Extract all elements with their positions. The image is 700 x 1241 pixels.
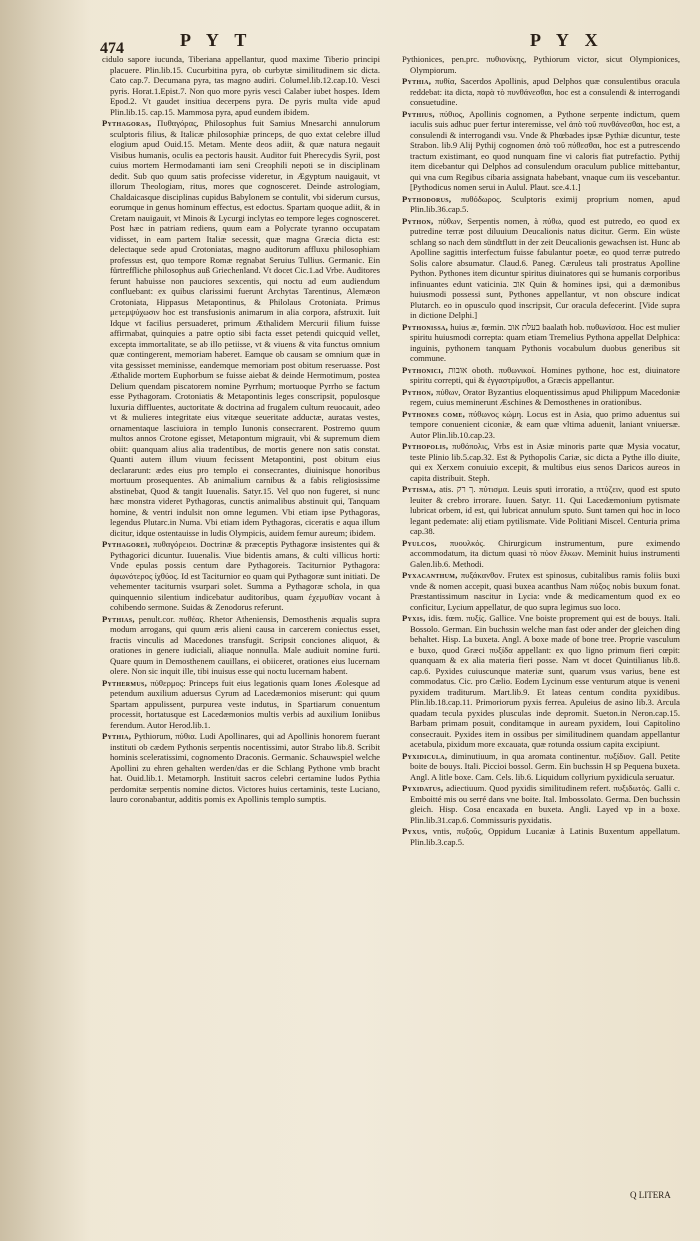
dictionary-entry [402, 322, 680, 364]
entry-text: πυξάκανθον. Frutex est spinosus, cubitalibus ramis foliis buxi vnde & nomen accepit, quasi buxea acanthus Nam πύξος nobis buxum fonat. Præstantissimum nascitur in Lycia: vnde & medicamentum quod ex eo conficitur, Lycium appellatur, de quo supra legimus suo loco. [410, 570, 680, 612]
entry-text: penult.cor. πυθέας. Rhetor Atheniensis, Demosthenis æqualis supra modum arrogans, qui quum æris alieni causa in carcerem coniectus esset, fractis vinculis ad Macedones transfugit. Scripsit conciones aliquot, & orationes in genere iudiciali, aliaque nonnulla. Male audiuit nomine furti. Quare quum in Demosthenem cauillans, ei obiiceret, orationes eius lucernam olere. Non sic inquit ille, tibi inuisus esse qui noctu lucernam habent. [110, 613, 380, 676]
entry-text: Πυθαγόρας, Philosophus fuit Samius Mnesarchi annulorum sculptoris filius, & Italicæ philosophiæ princeps, de quo extat celebre illud elogium apud Ouid.15. Metam. Mente deos adiit, & quæ natura negauit Visibus humanis, oculis ea pectoris hausit. Auditor fuit Pherecydis Syrii, post cuius mortem Hermodamanti iam seni Creophili nepoti se in disciplinam dedit. Sub quo quum satis profecisse videretur, in Ægyptum nauigauit, vt illorum Theologiam, ritus, mores que cognosceret. Deinde astrologiam, Chaldaicasque disciplinas cupidus Babylonem se contulit, vbi siderum cursus, eorumque in genus hominum effectus, est edoctus. Spartam quoque adiit, & in Cretam nauigauit, vt Minois & Lycurgi inclytas eo tempore leges cognosceret. Post hæc in patriam rediens, quum eam a Polycrate tyranno occupatam vidisset, in eam partem Italiæ secessit, quæ magna Græcia dicta est: delectaque sede apud Crotoniatas, magno auditorum affluxu philosophiam professus est, quo tempore Romæ regnabat Seruius Tullius. Germanic. Ein fürtreffliche philosophus auß Griechenland. Vt docet Cic.1.ad Vrbe. Auditores ferunt habuisse non pauciores sexcentis, qui noctu ad eum audiendum confluebant: ex quibus clarissimi fuerunt Archytas Tarentinus, Alemæon Crotoniata, Hippasus Metapontinus, & Philolaus Crotoniata. Primus μετεμψύχωσιν hoc est transfusionis animarum in alia corpora, afstruxit. Iuit Idque vt facilius persuaderet, primum Æthalidem Mercurii filium fuisse affirmabat, quinquies a patre optio sibi facta esset petendi quicquid vellet, excepta immortalitate, se ab illo petiisse, vt & viuens & vita functus omnium quæ contingerent, memoriam haberet. Eamque ob causam se omnium quæ in vita gessisset meminisse, eandemque memoriam post obitum reseruasse. Post Æthalide mortem Euphorbum se fuisse aiebat & deinde Hermotimum, postea Delium quendam piscatorem nomine Pyrrhum; mortuoque Pyrrho se factum esse Pythagoram. Crotoniatis & Metapontinis leges conscripsit, populosque luxuria diffluentes, auctoritate & doctrina ad frugalem cultum reuocauit, adeo vt & mulieres integritate eius vitæque seueritate adductæ, auratas vestes, ornamentaque lasciuiora in templo Iunonis consecrarent. Postremo quum multos annos Crotone egisset, Metapontum migrauit, vbi & supremum diem obiit: quanquam alius alia tradentibus, de mortis genere non satis constat. Quanti autem illum viuum fecissent Metapontini, post obitum eius declararunt: ædes eius pro templo ei consecrantes, diuinisque honoribus mortuum prosequentes. Ab animalium carnibus & a fabis religiosissime abstinebat, Quod & tangit Iuuenalis. Satyr.15. Vel quo non fugeret, si nunc hæc monstra videret Pythagoras, cunctis animalibus abstinuit qui, Tanquam homine, & ventri indulsit non omne legumen. Vbi etiam ipse Pythagoras, legendus Plutarc.in Numa. Vbi etiam idem Pythagoras, ciceratis e aqua illum dicitur, idque ostentauisse in ludis Olympicis, auidem femur aureum; ibidem. [110, 118, 380, 538]
entry-headword: Pythagoreï, [102, 539, 151, 549]
dictionary-entry [402, 783, 680, 825]
entry-text: πύθερμος: Princeps fuit eius legationis quam Iones Æolesque ad petendum auxilium aduersus Cyrum ad Lacedæmonios miserunt: qui quum Spartam appulissent, purpurea veste indutus, in Spartiarum conuentum processit, hortatusque est Lacedæmonios multis verbis ad auxilium Ioniibus ferendum. Autor Herod.lib.1. [110, 677, 380, 730]
entry-headword: Pyulcos, [402, 537, 437, 548]
entry-headword: Pythius, [402, 108, 435, 119]
entry-text: πύθωνος κώμη. Locus est in Asia, quo primo aduentus sui tempore conuenient ciconiæ, & eam quæ vltima aduenit, laniant vniuersæ. Autor Plin.lib.10.cap.23. [410, 408, 680, 440]
entry-text: πυθόδωρος. Sculptoris eximij proprium nomen, apud Plin.lib.36.cap.5. [410, 193, 680, 214]
dictionary-entry [402, 613, 680, 750]
entry-headword: Pythopolis, [402, 441, 449, 451]
left-column [102, 54, 380, 1164]
dictionary-entry [402, 570, 680, 612]
dictionary-entry [402, 441, 680, 483]
dictionary-entry [402, 751, 680, 783]
dictionary-entry [402, 484, 680, 537]
entry-text: Pythiorum, πύθια. Ludi Apollinares, qui ad Apollinis honorem fuerant instituti ob cædem Pythonis serpentis nocentissimi, autor Strabo lib.8. Scribit hominis sceleratissimi, cognomento Draconis. Germanic. Schauwspiel welche Apollini zu ehren gehalten werden/das er die Schlang Pythone vmb bracht hat. Ouid.lib.1. Metamorph. Instituit sacros celebri certamine ludos Pythia perdomitæ serpentis nomine dictos. Victores huius certaminis, teste Luciano, lauro coronabantur, additis pomis ex Apollinis templo sumptis. [110, 731, 380, 804]
entry-text: idis. fœm. πυξίς. Gallice. Vne boiste proprement qui est de bouys. Itali. Bossolo. German. Ein buchssin welche man fast oder ander der gleichen ding behaltet. Hisp. La buxeta. Angl. A boxe made of bone tree. Proprie vasculum e buxo, quod Græci πυξίδα appellant: ex quo ligno primum fieri cœpit: quanquam & ex alia materia fieri posse. Nam vt docet Quintilianus lib.8. cap.6. Pyxides cuiuscunque materiæ sunt, quarum vsus varius, bene est commodatus. Cic. pro Cælio. Eodem Lycinum esse venturum atque is veneni pyxidem traditurum. Mart.lib.9. Et lateas centum condita pyxidibus. Plin.lib.18.cap.11. Primoriorum pyxis ferrea. Apuleius de asino lib.3. Arcula quadam tecula pyxides plusculas inde depromit. Sueton.in Neron.cap.15. Barbam primam posuit, conditamque in auream pyxidem, Ioui Capitolino consecrauit. Pyxides item in ossibus per similitudinem quandam appellantur acetabula, pixidum more excauata, quæ rotunda ossium capita excipiunt. [410, 613, 680, 749]
catchword: Q LITERA [630, 1190, 671, 1200]
entry-text: אובות oboth. πυθωνικοί. Homines pythone, hoc est, diuinatore spiritu correpti, qui & ἐγγαστρίμυθοι, a Græcis appellantur. [410, 364, 680, 385]
entry-headword: Pythagoras, [102, 118, 152, 128]
entry-headword: Python, [402, 386, 434, 397]
entry-headword: Pyxis, [402, 613, 426, 623]
dictionary-entry [102, 539, 380, 613]
dictionary-entry [102, 54, 380, 117]
entry-headword: Pyxidatus, [402, 783, 444, 793]
dictionary-entry [402, 409, 680, 441]
dictionary-entry [402, 54, 680, 75]
entry-text: πύθων, Orator Byzantius eloquentissimus apud Philippum Macedoniæ regem, cuius meminerunt Æschines & Demosthenes in orationibus. [410, 386, 680, 407]
binding-shadow [0, 0, 90, 1241]
dictionary-entry [402, 365, 680, 386]
entry-text: cidulo sapore iucunda, Tiberiana appellantur, quod maxime Tiberio principi placuere. Plin.lib.15. Cucurbitina pyra, ob curbytæ similitudinem sic dicta. Cato cap.7. Decumana pyra, tas magno audiri. Columel.lib.12.cap.10. Vesci pyris. Horat.1.Epist.7. Non quo more pyris vesci Calaber iubet hospes. Idem Epod.2. Vt gaudet insitiua decerpens pyra. De pyris multa vide apud Plin.lib.15. cap.15. Mammosa pyra, apud eundem ibidem. [102, 54, 380, 117]
dictionary-entry [102, 678, 380, 731]
entry-headword: Pyxacanthum, [402, 570, 458, 580]
entry-headword: Pythonici, [402, 364, 444, 375]
dictionary-entry [102, 614, 380, 677]
dictionary-entry [102, 731, 380, 805]
entry-headword: Pyxus, [402, 826, 428, 836]
dictionary-entry [102, 118, 380, 538]
dictionary-entry [402, 538, 680, 570]
entry-text: πύθων, Serpentis nomen, à πύθω, quod est putredo, eo quod ex putredine terræ post diluuium Deucalionis natus dicitur. Germ. Ein wüste schlang so nach dem sündtflutt in der zeit Deucalionis gewachsen ist. Hunc ab Apolline sagittis interfectum fuisse fabulantur poetæ, eo quod terræ putredo Solis calore absumatur. Claud.6. Paneg. Cæruleus tali prostratus Apolline Python. Pythones item dicuntur spiritus diuinatores qui se humanis corporibus infinuantes edunt vaticinia. אוב Quin & homines ipsi, qui a dæmonibus huiusmodi possessi sunt, Pythones appellantur, vt non obscure indicat Plutarch. eo in opusculo quod inscripsit, Cur oracula defecerint. [Vide supra in dictione Delphi.] [410, 215, 680, 320]
entry-headword: Pyxidicula, [402, 750, 448, 761]
entry-headword: Pytisma, [402, 484, 436, 494]
entry-headword: Pythermus, [102, 677, 148, 688]
entry-text: πυθόπολις, Vrbs est in Asiæ minoris parte quæ Mysia vocatur, teste Plinio lib.5.cap.32. Est & Pythopolis Cariæ, sic dicta a Pythe illo diuite, qui ex Xerxem conuiuio excepit, & multibus eius senos Daricos aureos in capita distribuit. Steph. [410, 441, 680, 483]
dictionary-entry [402, 387, 680, 408]
running-head-left: P Y T [180, 30, 253, 50]
entry-headword: Python, [402, 215, 434, 226]
entry-text: huius æ, fœmin. בעלת אוב baalath hob. πυθωνίσσα. Hoc est mulier spiritu huiusmodi correpta: quam etiam Tremelius Pythona appellat Delphica: inguinis, pythonem tanquam Pythonis vocabulum duobus generibus sit commune. [410, 321, 680, 363]
entry-headword: Pythia, [402, 76, 432, 86]
page-number: 474 [100, 40, 124, 57]
entry-headword: Pythodorus, [402, 193, 452, 204]
entry-text: πυουλκός. Chirurgicum instrumentum, pure eximendo accommodatum, ita dictum quasi τὸ πύον ἕλκων. Meminit huius instrumenti Galen.lib.6. Methodi. [410, 537, 680, 569]
running-head-right: P Y X [530, 30, 604, 50]
entry-text: Pythionices, pen.prc. πυθιονίκης, Pythiorum victor, sicut Olympionices, Olympiorum. [402, 54, 680, 75]
entry-headword: Pythones come, [402, 408, 466, 419]
entry-text: πύθιος, Apollinis cognomen, a Pythone serpente indictum, quem iaculis suis adhuc puer fertur interemisse, vel ἀπὸ τοῦ πυνθάνεσθαι, hoc est, a consulendi & interrogandi vsu. Vnde & Phœbades ipsæ Pythiæ dicuntur, teste Strabon. lib.9 Alij Pythij cognomen ἀπὸ τοῦ πύθεσθαι, hoc est a putrescendo tractum existimant, eo quod nunquam fine vi caloris fiat putrefactio. Pythij item dicebantur qui Delphos ad consulendum oraculum publice mittebantur, qui vna cum Regibus cibaria assignata habebant, vnaque cum iis vescebantur. [Pythodicus nomen serui in Aulul. Plaut. sce.4.1.] [410, 108, 680, 192]
entry-headword: Pythias, [102, 613, 135, 624]
entry-text: πυθαγόρειοι. Doctrinæ & præceptis Pythagoræ insistentes qui & Pythagorici dicuntur. Iuuenalis. Viue bidentis amans, & culti villicus horti: Vnde epulas possis centum dare Pythagoreis. Taciturnior Pythagora: ἀφωνότερος ἰχθύος. Id est Taciturnior eo quam qui Pythagoræ sunt initiati. De vehementer taciturnis vsurpari solet. Summa a Pythagoræ schola, in qua quinquennio silentium indicebatur auditoribus, quam ἐχεμυθίαν vocant à cohibendo sermone. Suidas & Zenodorus referunt. [110, 539, 380, 612]
entry-text: πυθία, Sacerdos Apollinis, apud Delphos quæ consulentibus oracula reddebat: ita dicta, παρὰ τὸ πυνθάνεσθαι, hoc est a consulendi & interrogandi consuetudine. [410, 76, 680, 107]
entry-headword: Pythia, [102, 731, 132, 741]
dictionary-entry [402, 826, 680, 847]
dictionary-entry [402, 76, 680, 108]
entry-text: diminutiuum, in qua aromata continentur. πυξίδιον. Gall. Petite boite de bouys. Itali. Piccioi bossol. Germ. Ein buchssin H sp Pequena buxeta. Angl. A litle boxe. Cam. Cels. lib.6. Liquidum collyrium pyxidicula seruatur. [410, 750, 680, 782]
right-column [402, 54, 680, 1194]
dictionary-entry [402, 109, 680, 193]
entry-text: atis. ך רק. πύτισμα. Leuis sputi irroratio, a πτύζειν, quod est sputo leuiter & crebro irrorare. Iuuen. Satyr. 11. Qui Lacedæmonium pytismate lubricat orbem, id est, qui lubricat annulum sputo. Sunt tamen qui hoc in loco legant pedemate: alij etiam pytilismate. Vide Politiani Miscel. Centuria prima cap.38. [410, 484, 680, 536]
dictionary-entry [402, 194, 680, 215]
entry-text: adiectiuum. Quod pyxidis similitudinem refert. πυξιδωτός. Galli c. Emboitté mis ou serré dans vne boite. Ital. Imbossolato. Germa. Den buchssin gleich. Hisp. Cosa encaxada en buxeta. Angli. Layed vp in a boxe. Plin.lib.31.cap.6. Commissuris pyxidatis. [410, 783, 680, 825]
entry-headword: Pythonissa, [402, 321, 449, 332]
dictionary-entry [402, 216, 680, 321]
entry-text: vntis, πυξοῦς, Oppidum Lucaniæ à Latinis Buxentum appellatum. Plin.lib.3.cap.5. [410, 826, 680, 847]
